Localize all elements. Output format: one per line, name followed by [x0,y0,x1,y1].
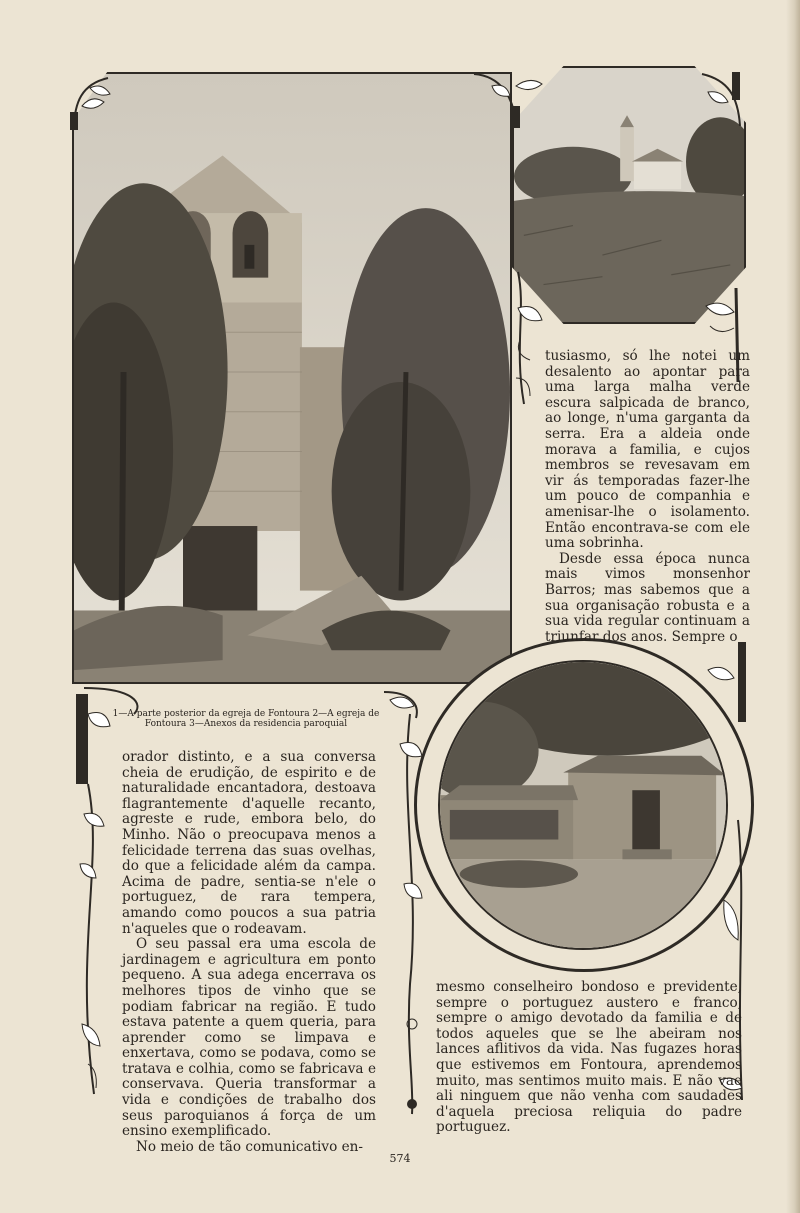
paragraph: No meio de tão comunicativo en- [136,1138,363,1155]
paragraph: mesmo conselheiro bondoso e previdente, sempre o portuguez austero e franco, sempre o amigo devotado da familia e de todos aqueles que se lhe abeiram nos lances aflitivos da vida. Nas fugazes horas que estivemos em Fontoura, aprendemos muito, mas sentimos muito mais. E não vae ali ninguem que não venha com saudades d'aquela preciosa reliquia do padre portuguez. [436,979,742,1136]
floral-ornament-top-right [696,66,744,130]
page-edge [786,0,800,1213]
church-rear-photo [72,72,512,684]
parish-residence-illustration [440,662,726,948]
figure-caption: 1—A parte posterior da egreja de Fontoura 2—A egreja de Fontoura 3—Anexos da residencia paroquial [112,709,380,729]
church-rear-illustration [74,74,510,682]
paragraph: tusiasmo, só lhe notei um desalento ao apontar para uma larga malha verde escura salpicada de branco, ao longe, n'uma garganta da serra. Era a aldeia onde morava a familia, e cujos membros se revesavam em vir ás temporadas fazer-lhe um pouco de companhia e amenisar-lhe o isolamento. Então encontrava-se com ele uma sobrinha. [545,348,750,552]
parish-residence-photo [438,660,728,950]
bottom-column-text [436,980,742,1136]
paragraph: O seu passal era uma escola de jardinagem e agricultura em ponto pequeno. A sua adega encerrava os melhores tipos de vinho que se podiam fabricar na região. E tudo estava patente a quem queria, para aprender como se limpava e enxertava, como se podava, como se tratava e colhia, como se fabricava e conservava. Queria transformar a vida e condições de trabalho dos seus paroquianos á força de um ensino exemplificado. [122,936,376,1140]
floral-ornament-top-left [68,72,120,132]
floral-ornament-top-middle [470,66,550,130]
paragraph: Desde essa época nunca mais vimos monsenhor Barros; mas sabemos que a sua organisação robusta e a sua vida regular continuam a triunfar dos anos. Sempre o [545,550,750,645]
floral-ornament-right-column-left [510,268,550,408]
left-column-text [122,750,376,1155]
right-column-text [545,349,750,645]
paragraph: orador distinto, e a sua conversa cheia de erudição, de espirito e de naturalidade encantadora, destoava flagrantemente d'aquelle recanto, agreste e rude, embora belo, do Minho. Não o preocupava menos a felicidade terrena das suas ovelhas, do que a felicidade além da campa. Acima de padre, sentia-se n'ele o portuguez, de rara tempera, amando como poucos a sua patria n'aqueles que o rodeavam. [122,749,376,937]
floral-ornament-center-border [380,684,432,1124]
page-number: 574 [389,1152,411,1165]
